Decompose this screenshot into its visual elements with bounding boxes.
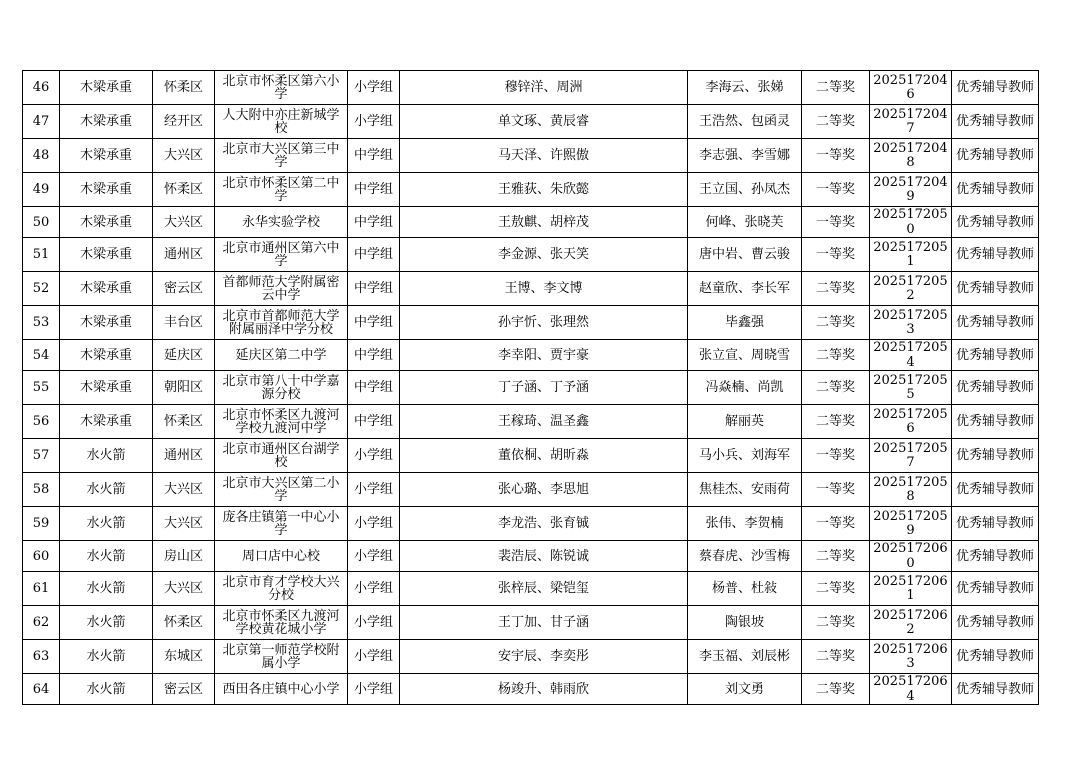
students-cell: 丁子涵、丁予涵: [400, 371, 688, 405]
project-cell: 水火箭: [60, 572, 153, 606]
students-cell: 杨竣升、韩雨欣: [400, 674, 688, 705]
row-number-cell: 62: [23, 606, 60, 640]
students-cell: 裴浩辰、陈锐诚: [400, 541, 688, 572]
project-cell: 木梁承重: [60, 238, 153, 272]
honor-cell: 优秀辅导教师: [952, 173, 1039, 207]
school-cell: 北京市通州区第六中学: [215, 238, 348, 272]
district-cell: 大兴区: [153, 507, 215, 541]
table-row: [23, 674, 1039, 705]
certificate-number-cell: 2025172058: [870, 473, 952, 507]
group-cell: 小学组: [348, 439, 400, 473]
honor-cell: 优秀辅导教师: [952, 238, 1039, 272]
project-cell: 木梁承重: [60, 405, 153, 439]
row-number-cell: 54: [23, 340, 60, 371]
teachers-cell: 焦桂杰、安雨荷: [688, 473, 802, 507]
district-cell: 大兴区: [153, 473, 215, 507]
row-number-cell: 50: [23, 207, 60, 238]
honor-cell: 优秀辅导教师: [952, 306, 1039, 340]
table-row: [23, 71, 1039, 105]
award-cell: 一等奖: [802, 439, 870, 473]
certificate-number-cell: 2025172053: [870, 306, 952, 340]
teachers-cell: 张立宣、周晓雪: [688, 340, 802, 371]
students-cell: 安宇辰、李奕彤: [400, 640, 688, 674]
row-number-cell: 59: [23, 507, 60, 541]
award-cell: 二等奖: [802, 371, 870, 405]
teachers-cell: 刘文勇: [688, 674, 802, 705]
table-row: [23, 173, 1039, 207]
honor-cell: 优秀辅导教师: [952, 439, 1039, 473]
certificate-number-cell: 2025172056: [870, 405, 952, 439]
award-cell: 一等奖: [802, 238, 870, 272]
school-cell: 北京市怀柔区九渡河学校九渡河中学: [215, 405, 348, 439]
certificate-number-cell: 2025172050: [870, 207, 952, 238]
district-cell: 怀柔区: [153, 173, 215, 207]
school-cell: 北京市育才学校大兴分校: [215, 572, 348, 606]
table-body: [23, 71, 1039, 705]
table-row: [23, 606, 1039, 640]
table-row: [23, 340, 1039, 371]
students-cell: 孙宇忻、张理然: [400, 306, 688, 340]
teachers-cell: 李海云、张娣: [688, 71, 802, 105]
row-number-cell: 51: [23, 238, 60, 272]
group-cell: 中学组: [348, 405, 400, 439]
certificate-number-cell: 2025172060: [870, 541, 952, 572]
certificate-number-cell: 2025172055: [870, 371, 952, 405]
group-cell: 小学组: [348, 105, 400, 139]
district-cell: 密云区: [153, 272, 215, 306]
award-cell: 二等奖: [802, 105, 870, 139]
school-cell: 北京市怀柔区第六小学: [215, 71, 348, 105]
award-table: [22, 70, 1039, 705]
project-cell: 木梁承重: [60, 173, 153, 207]
award-cell: 二等奖: [802, 606, 870, 640]
group-cell: 中学组: [348, 272, 400, 306]
certificate-number-cell: 2025172057: [870, 439, 952, 473]
district-cell: 密云区: [153, 674, 215, 705]
project-cell: 水火箭: [60, 439, 153, 473]
award-cell: 二等奖: [802, 405, 870, 439]
table-row: [23, 405, 1039, 439]
project-cell: 木梁承重: [60, 272, 153, 306]
group-cell: 小学组: [348, 606, 400, 640]
table-row: [23, 572, 1039, 606]
table-row: [23, 238, 1039, 272]
honor-cell: 优秀辅导教师: [952, 340, 1039, 371]
project-cell: 水火箭: [60, 473, 153, 507]
group-cell: 中学组: [348, 139, 400, 173]
school-cell: 北京市大兴区第二小学: [215, 473, 348, 507]
teachers-cell: 李志强、李雪娜: [688, 139, 802, 173]
students-cell: 王丁加、甘子涵: [400, 606, 688, 640]
teachers-cell: 杨普、杜敍: [688, 572, 802, 606]
school-cell: 延庆区第二中学: [215, 340, 348, 371]
award-cell: 二等奖: [802, 674, 870, 705]
table-row: [23, 272, 1039, 306]
row-number-cell: 46: [23, 71, 60, 105]
students-cell: 单文琢、黄辰睿: [400, 105, 688, 139]
table-row: [23, 371, 1039, 405]
group-cell: 小学组: [348, 674, 400, 705]
school-cell: 北京市怀柔区九渡河学校黄花城小学: [215, 606, 348, 640]
certificate-number-cell: 2025172051: [870, 238, 952, 272]
honor-cell: 优秀辅导教师: [952, 405, 1039, 439]
award-cell: 二等奖: [802, 541, 870, 572]
school-cell: 庞各庄镇第一中心小学: [215, 507, 348, 541]
project-cell: 木梁承重: [60, 207, 153, 238]
certificate-number-cell: 2025172063: [870, 640, 952, 674]
row-number-cell: 53: [23, 306, 60, 340]
honor-cell: 优秀辅导教师: [952, 473, 1039, 507]
school-cell: 人大附中亦庄新城学校: [215, 105, 348, 139]
row-number-cell: 48: [23, 139, 60, 173]
district-cell: 怀柔区: [153, 71, 215, 105]
students-cell: 李龙浩、张育铖: [400, 507, 688, 541]
honor-cell: 优秀辅导教师: [952, 272, 1039, 306]
award-cell: 二等奖: [802, 306, 870, 340]
teachers-cell: 毕鑫强: [688, 306, 802, 340]
project-cell: 木梁承重: [60, 371, 153, 405]
award-cell: 二等奖: [802, 71, 870, 105]
project-cell: 水火箭: [60, 674, 153, 705]
school-cell: 西田各庄镇中心小学: [215, 674, 348, 705]
row-number-cell: 52: [23, 272, 60, 306]
teachers-cell: 唐中岩、曹云骏: [688, 238, 802, 272]
district-cell: 经开区: [153, 105, 215, 139]
award-cell: 二等奖: [802, 640, 870, 674]
teachers-cell: 马小兵、刘海军: [688, 439, 802, 473]
award-cell: 一等奖: [802, 139, 870, 173]
row-number-cell: 49: [23, 173, 60, 207]
teachers-cell: 王立国、孙凤杰: [688, 173, 802, 207]
group-cell: 中学组: [348, 371, 400, 405]
project-cell: 水火箭: [60, 507, 153, 541]
district-cell: 怀柔区: [153, 405, 215, 439]
project-cell: 木梁承重: [60, 340, 153, 371]
certificate-number-cell: 2025172064: [870, 674, 952, 705]
project-cell: 水火箭: [60, 606, 153, 640]
group-cell: 中学组: [348, 306, 400, 340]
honor-cell: 优秀辅导教师: [952, 541, 1039, 572]
students-cell: 王雅荻、朱欣懿: [400, 173, 688, 207]
students-cell: 李金源、张天笑: [400, 238, 688, 272]
group-cell: 小学组: [348, 71, 400, 105]
teachers-cell: 蔡春虎、沙雪梅: [688, 541, 802, 572]
honor-cell: 优秀辅导教师: [952, 606, 1039, 640]
group-cell: 小学组: [348, 541, 400, 572]
teachers-cell: 冯焱楠、尚凯: [688, 371, 802, 405]
district-cell: 通州区: [153, 238, 215, 272]
certificate-number-cell: 2025172052: [870, 272, 952, 306]
honor-cell: 优秀辅导教师: [952, 207, 1039, 238]
award-cell: 二等奖: [802, 272, 870, 306]
certificate-number-cell: 2025172061: [870, 572, 952, 606]
school-cell: 首都师范大学附属密云中学: [215, 272, 348, 306]
honor-cell: 优秀辅导教师: [952, 371, 1039, 405]
school-cell: 北京第一师范学校附属小学: [215, 640, 348, 674]
teachers-cell: 李玉福、刘辰彬: [688, 640, 802, 674]
teachers-cell: 赵童欣、李长军: [688, 272, 802, 306]
teachers-cell: 解丽英: [688, 405, 802, 439]
certificate-number-cell: 2025172046: [870, 71, 952, 105]
table-row: [23, 139, 1039, 173]
row-number-cell: 61: [23, 572, 60, 606]
group-cell: 小学组: [348, 507, 400, 541]
school-cell: 北京市大兴区第三中学: [215, 139, 348, 173]
teachers-cell: 张伟、李贺楠: [688, 507, 802, 541]
teachers-cell: 王浩然、包函灵: [688, 105, 802, 139]
project-cell: 木梁承重: [60, 105, 153, 139]
certificate-number-cell: 2025172059: [870, 507, 952, 541]
students-cell: 马天泽、许熙傲: [400, 139, 688, 173]
table-row: [23, 439, 1039, 473]
table-row: [23, 507, 1039, 541]
group-cell: 中学组: [348, 207, 400, 238]
certificate-number-cell: 2025172047: [870, 105, 952, 139]
students-cell: 王稼琦、温圣鑫: [400, 405, 688, 439]
group-cell: 中学组: [348, 238, 400, 272]
students-cell: 董依桐、胡昕淼: [400, 439, 688, 473]
project-cell: 水火箭: [60, 541, 153, 572]
project-cell: 木梁承重: [60, 71, 153, 105]
honor-cell: 优秀辅导教师: [952, 507, 1039, 541]
school-cell: 永华实验学校: [215, 207, 348, 238]
award-cell: 一等奖: [802, 173, 870, 207]
table-row: [23, 207, 1039, 238]
district-cell: 东城区: [153, 640, 215, 674]
students-cell: 张梓辰、梁铠玺: [400, 572, 688, 606]
award-cell: 一等奖: [802, 507, 870, 541]
project-cell: 水火箭: [60, 640, 153, 674]
honor-cell: 优秀辅导教师: [952, 674, 1039, 705]
district-cell: 大兴区: [153, 572, 215, 606]
award-cell: 一等奖: [802, 207, 870, 238]
table-row: [23, 473, 1039, 507]
certificate-number-cell: 2025172062: [870, 606, 952, 640]
students-cell: 王敖麒、胡梓茂: [400, 207, 688, 238]
certificate-number-cell: 2025172054: [870, 340, 952, 371]
row-number-cell: 57: [23, 439, 60, 473]
certificate-number-cell: 2025172049: [870, 173, 952, 207]
district-cell: 通州区: [153, 439, 215, 473]
district-cell: 大兴区: [153, 139, 215, 173]
students-cell: 李幸阳、贾宇豪: [400, 340, 688, 371]
honor-cell: 优秀辅导教师: [952, 640, 1039, 674]
table-row: [23, 640, 1039, 674]
school-cell: 北京市第八十中学嘉源分校: [215, 371, 348, 405]
district-cell: 大兴区: [153, 207, 215, 238]
award-cell: 二等奖: [802, 572, 870, 606]
row-number-cell: 56: [23, 405, 60, 439]
teachers-cell: 何峰、张晓芙: [688, 207, 802, 238]
district-cell: 丰台区: [153, 306, 215, 340]
honor-cell: 优秀辅导教师: [952, 105, 1039, 139]
certificate-number-cell: 2025172048: [870, 139, 952, 173]
honor-cell: 优秀辅导教师: [952, 71, 1039, 105]
row-number-cell: 55: [23, 371, 60, 405]
school-cell: 北京市通州区台湖学校: [215, 439, 348, 473]
honor-cell: 优秀辅导教师: [952, 572, 1039, 606]
group-cell: 小学组: [348, 640, 400, 674]
group-cell: 小学组: [348, 572, 400, 606]
district-cell: 朝阳区: [153, 371, 215, 405]
group-cell: 中学组: [348, 173, 400, 207]
row-number-cell: 60: [23, 541, 60, 572]
table-row: [23, 541, 1039, 572]
row-number-cell: 63: [23, 640, 60, 674]
award-cell: 二等奖: [802, 340, 870, 371]
row-number-cell: 64: [23, 674, 60, 705]
honor-cell: 优秀辅导教师: [952, 139, 1039, 173]
students-cell: 王博、李文博: [400, 272, 688, 306]
group-cell: 中学组: [348, 340, 400, 371]
project-cell: 木梁承重: [60, 306, 153, 340]
row-number-cell: 58: [23, 473, 60, 507]
school-cell: 北京市首都师范大学附属丽泽中学分校: [215, 306, 348, 340]
row-number-cell: 47: [23, 105, 60, 139]
district-cell: 延庆区: [153, 340, 215, 371]
teachers-cell: 陶银坡: [688, 606, 802, 640]
table-row: [23, 306, 1039, 340]
district-cell: 房山区: [153, 541, 215, 572]
district-cell: 怀柔区: [153, 606, 215, 640]
table-row: [23, 105, 1039, 139]
award-cell: 一等奖: [802, 473, 870, 507]
school-cell: 北京市怀柔区第二中学: [215, 173, 348, 207]
students-cell: 张心璐、李思旭: [400, 473, 688, 507]
project-cell: 木梁承重: [60, 139, 153, 173]
group-cell: 小学组: [348, 473, 400, 507]
students-cell: 穆锌洋、周洲: [400, 71, 688, 105]
school-cell: 周口店中心校: [215, 541, 348, 572]
